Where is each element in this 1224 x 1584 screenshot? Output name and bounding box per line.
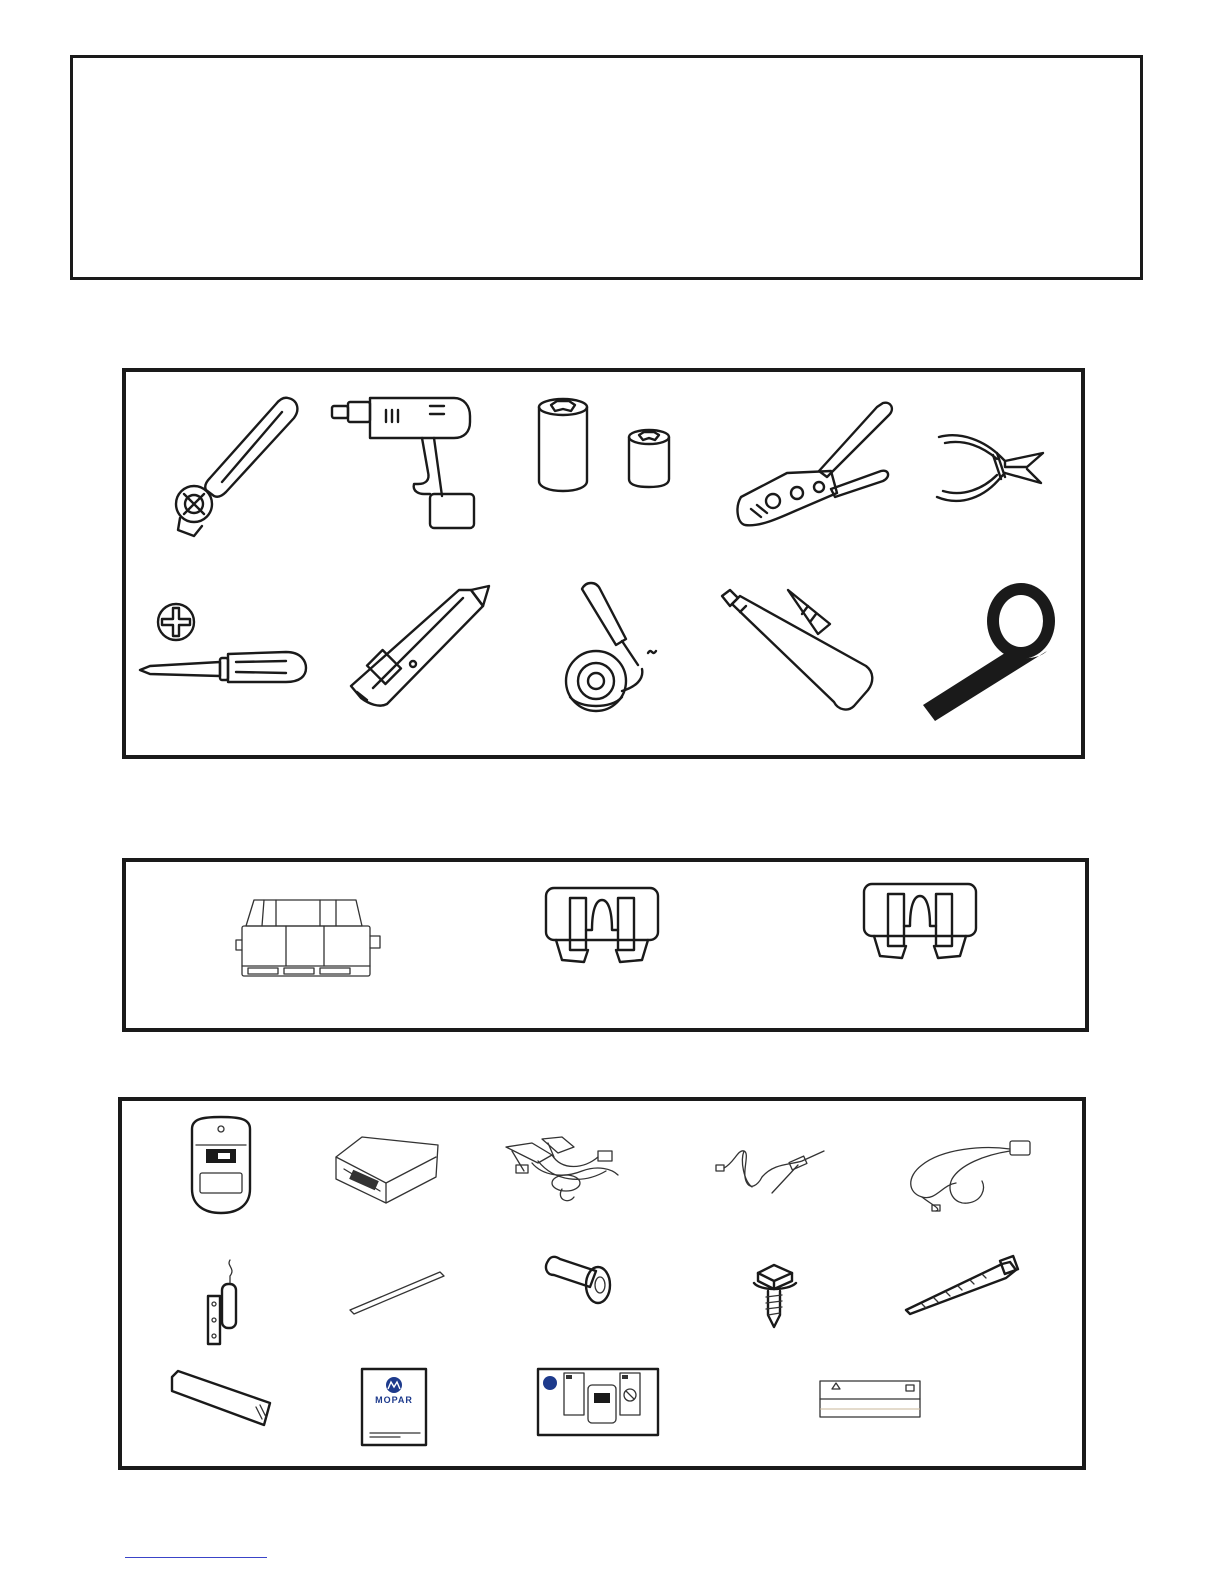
tools-required-box	[122, 368, 1085, 759]
receiver-module-icon	[330, 1131, 442, 1206]
electrical-tape-icon	[921, 577, 1061, 722]
wiring-harness-icon	[502, 1135, 624, 1205]
antenna-lead-icon	[714, 1141, 829, 1203]
owner-manual-icon	[360, 1367, 428, 1447]
blade-fuse-icon	[544, 886, 660, 968]
hex-screw-icon	[750, 1261, 800, 1331]
key-fob-icon	[186, 1115, 256, 1215]
socket-set-icon	[531, 397, 681, 492]
instruction-card-icon	[536, 1367, 660, 1437]
foam-tape-icon	[170, 1369, 276, 1429]
additional-parts-box	[122, 858, 1089, 1032]
mopar-logo-text: MOPAR	[375, 1395, 413, 1405]
soldering-iron-icon	[556, 577, 671, 717]
kit-contents-box	[118, 1097, 1086, 1470]
sealant-tube-icon	[716, 582, 876, 712]
ratchet-wrench-icon	[148, 390, 308, 540]
blade-fuse-icon	[862, 882, 978, 964]
inline-fuse-holder-icon	[540, 1251, 616, 1311]
hood-switch-icon	[200, 1256, 248, 1348]
phillips-screwdriver-icon	[136, 592, 311, 687]
utility-knife-icon	[341, 582, 496, 707]
footer-rule	[125, 1557, 267, 1558]
wire-stripper-icon	[931, 427, 1056, 517]
warning-label-icon	[818, 1379, 922, 1421]
sensor-harness-icon	[902, 1135, 1037, 1215]
cordless-drill-icon	[326, 392, 486, 532]
header-box	[70, 55, 1143, 280]
cable-tie-icon	[902, 1256, 1022, 1316]
crimping-tool-icon	[731, 397, 901, 532]
control-module-icon	[236, 896, 386, 984]
adhesive-strip-icon	[346, 1266, 448, 1316]
